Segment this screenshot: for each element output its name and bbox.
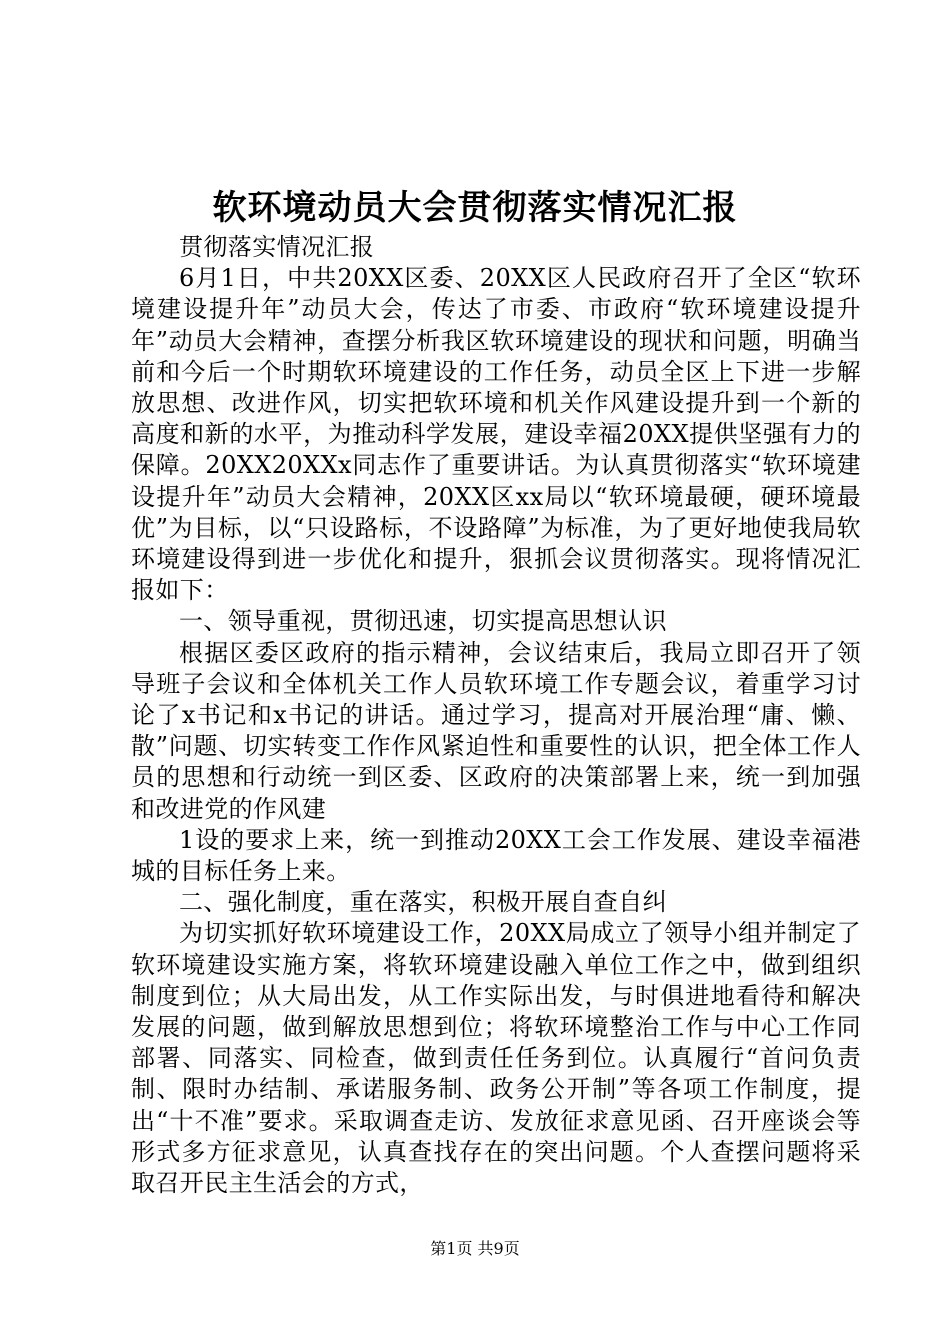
paragraph-section-2: 为切实抓好软环境建设工作，20XX局成立了领导小组并制定了软环境建设实施方案，将软环境建设融入单位工作之中，做到组织制度到位；从大局出发，从工作实际出发，与时俱进地看待和解决发展的问题，做到解放思想到位；将软环境整治工作与中心工作同部署、同落实、同检查，做到责任任务到位。认真履行“首问负责制、限时办结制、承诺服务制、政务公开制”等各项工作制度，提出“十不准”要求。采取调查走访、发放征求意见函、召开座谈会等形式多方征求意见，认真查找存在的突出问题。个人查摆问题将采取召开民主生活会的方式， — [131, 919, 861, 1198]
paragraph-section-1-continued: 1设的要求上来，统一到推动20XX工会工作发展、建设幸福港城的目标任务上来。 — [131, 825, 861, 886]
page-footer: 第1页 共9页 — [430, 1239, 520, 1258]
paragraph-intro: 6月1日，中共20XX区委、20XX区人民政府召开了全区“软环境建设提升年”动员大会，传达了市委、市政府“软环境建设提升年”动员大会精神，查摆分析我区软环境建设的现状和问题，明确当前和今后一个时期软环境建设的工作任务，动员全区上下进一步解放思想、改进作风，切实把软环境和机关作风建设提升到一个新的高度和新的水平，为推动科学发展，建设幸福20XX提供坚强有力的保障。20XX20XXx同志作了重要讲话。为认真贯彻落实“软环境建设提升年”动员大会精神，20XX区xx局以“软环境最硬，硬环境最优”为目标，以“只设路标，不设路障”为标准，为了更好地使我局软环境建设得到进一步优化和提升，狠抓会议贯彻落实。现将情况汇报如下： — [131, 264, 861, 605]
paragraph-subtitle: 贯彻落实情况汇报 — [179, 233, 375, 261]
section-heading-1: 一、领导重视，贯彻迅速，切实提高思想认识 — [179, 607, 667, 636]
paragraph-section-1: 根据区委区政府的指示精神，会议结束后，我局立即召开了领导班子会议和全体机关工作人员软环境工作专题会议，着重学习讨论了x书记和x书记的讲话。通过学习，提高对开展治理“庸、懒、散”问题、切实转变工作作风紧迫性和重要性的认识，把全体工作人员的思想和行动统一到区委、区政府的决策部署上来，统一到加强和改进党的作风建 — [131, 638, 861, 823]
document-title: 软环境动员大会贯彻落实情况汇报 — [212, 188, 738, 228]
document-body — [131, 232, 861, 1199]
section-heading-2: 二、强化制度，重在落实，积极开展自查自纠 — [179, 888, 667, 917]
